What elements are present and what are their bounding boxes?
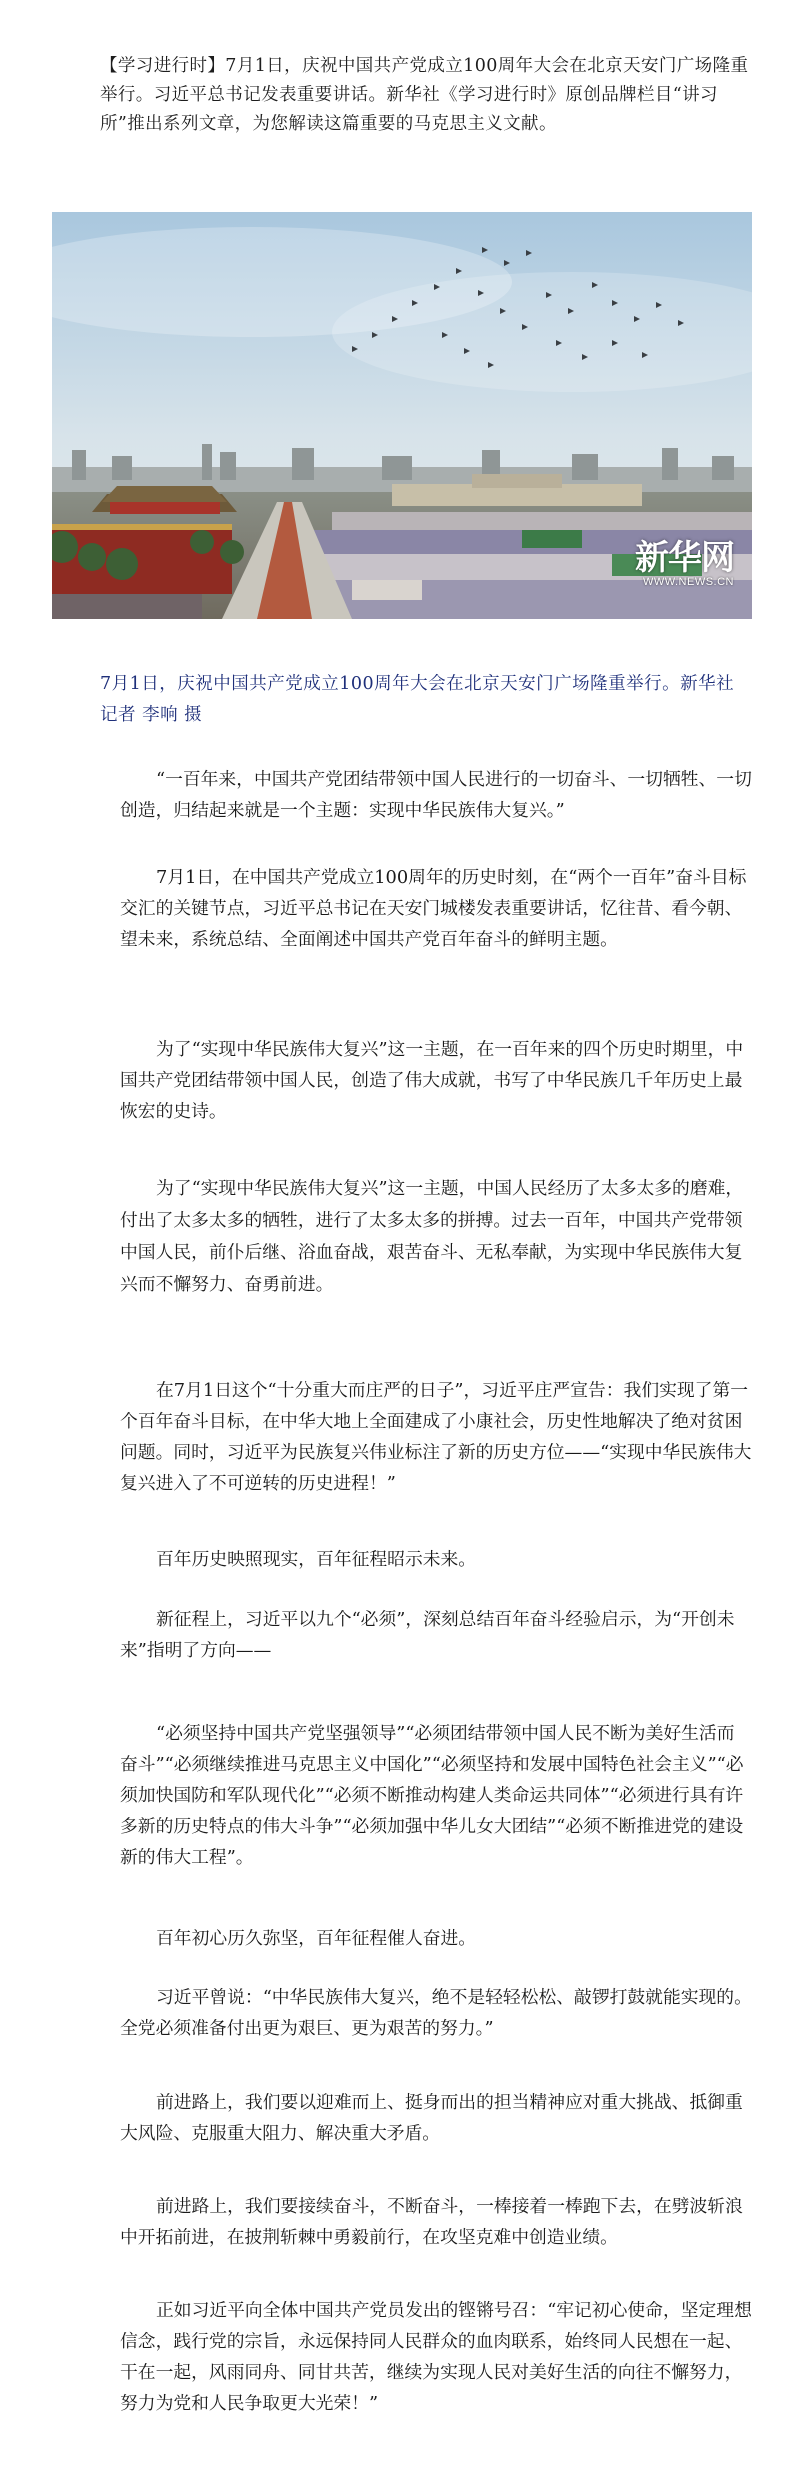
body-paragraph-13: 正如习近平向全体中国共产党员发出的铿锵号召：“牢记初心使命，坚定理想信念，践行党的宗旨，永远保持同人民群众的血肉联系，始终同人民想在一起、干在一起，风雨同舟、同甘共苦，继续为实现人民对美好生活的向往不懈努力，努力为党和人民争取更大光荣！”	[120, 2300, 752, 2414]
body-paragraph-12: 前进路上，我们要接续奋斗，不断奋斗，一棒接着一棒跑下去，在劈波斩浪中开拓前进，在披荆斩棘中勇毅前行，在攻坚克难中创造业绩。	[120, 2196, 743, 2248]
body-paragraph-3: 为了“实现中华民族伟大复兴”这一主题，在一百年来的四个历史时期里，中国共产党团结带领中国人民，创造了伟大成就，书写了中华民族几千年历史上最恢宏的史诗。	[120, 1039, 744, 1122]
body-paragraph-5: 在7月1日这个“十分重大而庄严的日子”，习近平庄严宣告：我们实现了第一个百年奋斗目标，在中华大地上全面建成了小康社会，历史性地解决了绝对贫困问题。同时，习近平为民族复兴伟业标注了新的历史方位——“实现中华民族伟大复兴进入了不可逆转的历史进程！”	[120, 1380, 752, 1494]
body-paragraph-9: 百年初心历久弥坚，百年征程催人奋进。	[156, 1928, 477, 1949]
news-photo	[52, 212, 752, 619]
intro-paragraph: 【学习进行时】7月1日，庆祝中国共产党成立100周年大会在北京天安门广场隆重举行。习近平总书记发表重要讲话。新华社《学习进行时》原创品牌栏目“讲习所”推出系列文章，为您解读这篇重要的马克思主义文献。	[100, 55, 749, 134]
body-paragraph-7: 新征程上，习近平以九个“必须”，深刻总结百年奋斗经验启示，为“开创未来”指明了方向——	[120, 1609, 735, 1661]
logo-url: WWW.NEWS.CN	[642, 576, 734, 588]
body-paragraph-4: 为了“实现中华民族伟大复兴”这一主题，中国人民经历了太多太多的磨难，付出了太多太多的牺牲，进行了太多太多的拼搏。过去一百年，中国共产党带领中国人民，前仆后继、浴血奋战，艰苦奋斗、无私奉献，为实现中华民族伟大复兴而不懈努力、奋勇前进。	[120, 1178, 744, 1295]
body-paragraph-2: 7月1日，在中国共产党成立100周年的历史时刻，在“两个一百年”奋斗目标交汇的关键节点，习近平总书记在天安门城楼发表重要讲话，忆往昔、看今朝、望未来，系统总结、全面阐述中国共产党百年奋斗的鲜明主题。	[120, 867, 747, 950]
body-paragraph-11: 前进路上，我们要以迎难而上、挺身而出的担当精神应对重大挑战、抵御重大风险、克服重大阻力、解决重大矛盾。	[120, 2092, 743, 2144]
body-paragraph-8: “必须坚持中国共产党坚强领导”“必须团结带领中国人民不断为美好生活而奋斗”“必须继续推进马克思主义中国化”“必须坚持和发展中国特色社会主义”“必须加快国防和军队现代化”“必须不断推动构建人类命运共同体”“必须进行具有许多新的历史特点的伟大斗争”“必须加强中华儿女大团结”“必须不断推进党的建设新的伟大工程”。	[120, 1723, 744, 1868]
body-paragraph-6: 百年历史映照现实，百年征程昭示未来。	[156, 1549, 477, 1570]
body-paragraph-10: 习近平曾说：“中华民族伟大复兴，绝不是轻轻松松、敲锣打鼓就能实现的。全党必须准备付出更为艰巨、更为艰苦的努力。”	[120, 1987, 752, 2039]
xinhuanet-logo	[635, 540, 734, 588]
logo-text: 新华网	[635, 538, 734, 578]
body-paragraph-1: “一百年来，中国共产党团结带领中国人民进行的一切奋斗、一切牺牲、一切创造，归结起来就是一个主题：实现中华民族伟大复兴。”	[120, 769, 752, 821]
photo-caption: 7月1日，庆祝中国共产党成立100周年大会在北京天安门广场隆重举行。新华社记者 李响 摄	[100, 673, 735, 725]
